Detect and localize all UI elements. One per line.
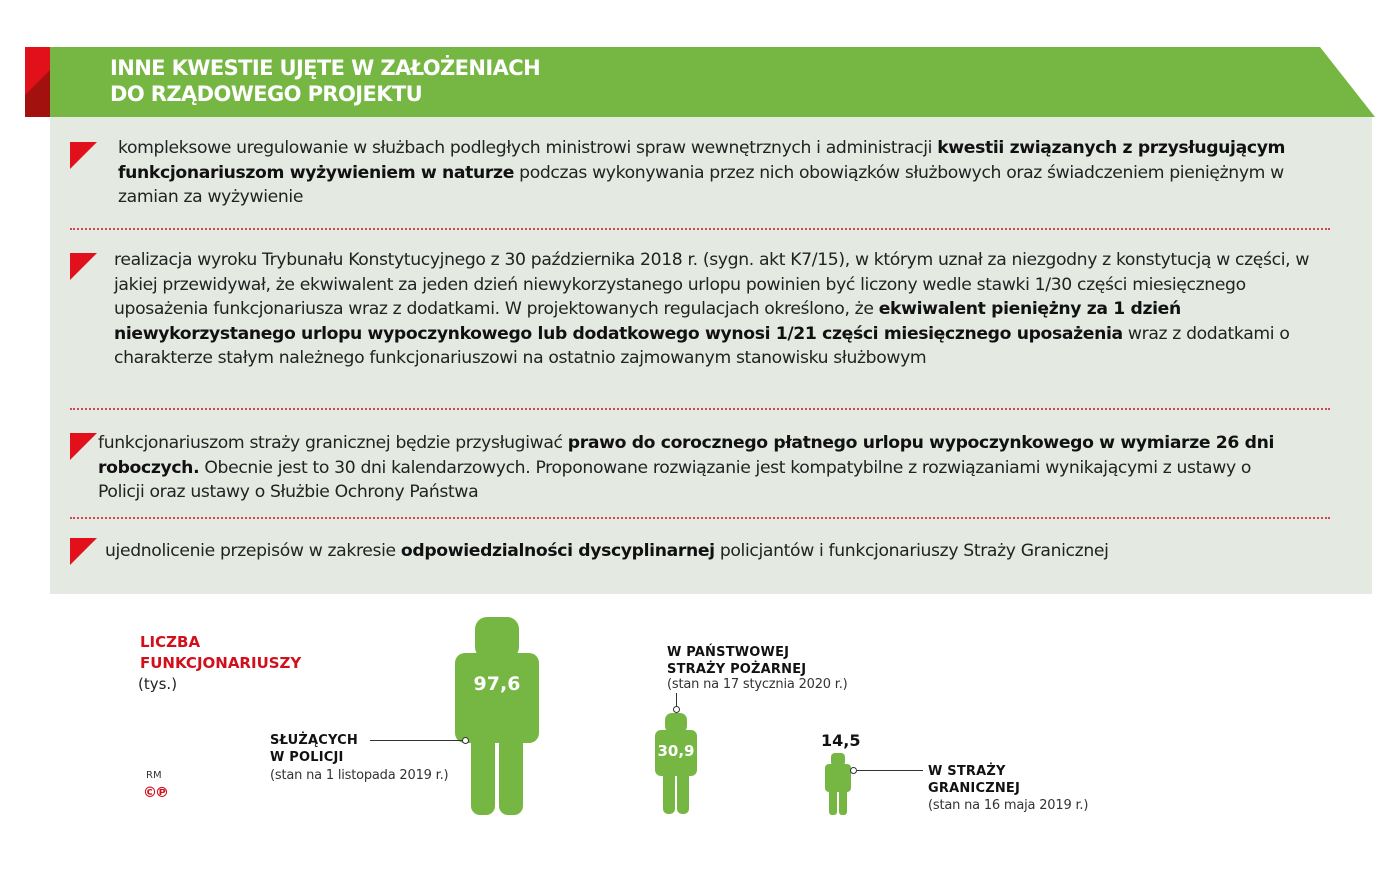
leader-dot [462, 737, 469, 744]
title-line-2: DO RZĄDOWEGO PROJEKTU [110, 82, 423, 106]
stats-unit: (tys.) [138, 675, 178, 693]
dotted-divider [70, 228, 1330, 230]
author-credit: RM [146, 770, 162, 781]
figure-note: (stan na 1 listopada 2019 r.) [270, 768, 449, 783]
leader-line [676, 693, 677, 707]
figure-label: W STRAŻY GRANICZNEJ [928, 764, 1021, 796]
leader-dot [850, 767, 857, 774]
person-figure-icon [655, 713, 697, 814]
figure-label: W PAŃSTWOWEJ STRAŻY POŻARNEJ [667, 645, 807, 677]
copyright-icon: ©℗ [143, 785, 167, 801]
triangle-bullet-icon [70, 433, 97, 460]
item-text: funkcjonariuszom straży granicznej będzie przysługiwać prawo do corocznego płatnego urlopu wypoczynkowego w wymiarze 26 dni roboczych. Obecnie jest to 30 dni kalendarzowych. Proponowane rozwiązanie jest kompatybilne z rozwiązaniami wynikającymi z ustawy o Policji oraz ustawy o Służbie Ochrony Państwa [98, 433, 1275, 502]
header-banner [25, 47, 1375, 117]
figure-value: 14,5 [821, 731, 861, 750]
triangle-bullet-icon [70, 538, 97, 565]
page-title [110, 55, 540, 107]
dotted-divider [70, 517, 1330, 519]
figure-label: SŁUŻĄCYCH W POLICJI [270, 733, 359, 765]
person-figure-icon [455, 617, 539, 815]
item-text: realizacja wyroku Trybunału Konstytucyjnego z 30 października 2018 r. (sygn. akt K7/15), w którym uznał za niezgodny z konstytucją w części, w jakiej przewidywał, że ekwiwalent za jeden dzień niewykorzystanego urlopu powinien być liczony wedle stawki 1/30 części miesięcznego uposażenia funkcjonariusza wraz z dodatkami. W projektowanych regulacjach określono, że ekwiwalent pieniężny za 1 dzień niewykorzystanego urlopu wypoczynkowego lub dodatkowego wynosi 1/21 części miesięcznego uposażenia wraz z dodatkami o charakterze stałym należnego funkcjonariuszowi na ostatnio zajmowanym stanowisku służbowym [114, 250, 1310, 368]
figure-note: (stan na 17 stycznia 2020 r.) [667, 677, 848, 692]
issues-panel [50, 117, 1372, 594]
triangle-bullet-icon [70, 142, 97, 169]
leader-line [370, 740, 462, 741]
triangle-bullet-icon [70, 253, 97, 280]
title-line-1: INNE KWESTIE UJĘTE W ZAŁOŻENIACH [110, 56, 541, 80]
figure-note: (stan na 16 maja 2019 r.) [928, 798, 1089, 813]
leader-dot [673, 706, 680, 713]
stats-title: LICZBA FUNKCJONARIUSZY [140, 633, 302, 672]
item-text: kompleksowe uregulowanie w służbach podległych ministrowi spraw wewnętrznych i administracji kwestii związanych z przysługującym funkcjonariuszom wyżywieniem w naturze podczas wykonywania przez nich obowiązków służbowych oraz świadczeniem pieniężnym w zamian za wyżywienie [118, 138, 1286, 207]
person-figure-icon [825, 753, 851, 815]
leader-line [857, 770, 923, 771]
figure-value: 30,9 [657, 742, 695, 760]
item-text: ujednolicenie przepisów w zakresie odpowiedzialności dyscyplinarnej policjantów i funkcjonariuszy Straży Granicznej [105, 541, 1109, 561]
dotted-divider [70, 408, 1330, 410]
figure-value: 97,6 [473, 673, 521, 695]
